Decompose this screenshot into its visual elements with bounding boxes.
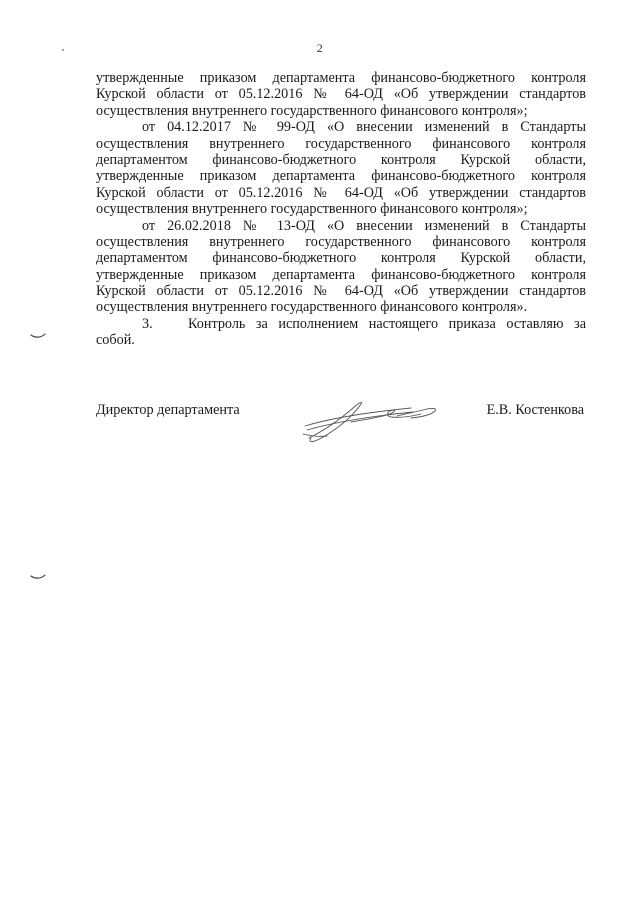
signer-name: Е.В. Костенкова: [486, 402, 584, 418]
text-line: осуществления внутреннего государственного финансового контроля: [96, 233, 586, 250]
text-line: утвержденные приказом департамента финансово-бюджетного контроля: [96, 266, 586, 283]
signature-block: [96, 396, 586, 456]
text-line: Контроль за исполнением настоящего приказа оставляю за: [188, 315, 586, 332]
binding-mark: [30, 333, 46, 339]
scan-dot: [62, 49, 64, 51]
text-line: осуществления внутреннего государственного финансового контроля».: [96, 299, 528, 316]
text-line: собой.: [96, 332, 135, 349]
text-line: Курской области от 05.12.2016 № 64-ОД «Об утверждении стандартов: [96, 184, 586, 201]
text-line: осуществления внутреннего государственного финансового контроля: [96, 135, 586, 152]
text-line: утвержденные приказом департамента финансово-бюджетного контроля: [96, 70, 586, 86]
text-line: утвержденные приказом департамента финансово-бюджетного контроля: [96, 168, 586, 185]
paragraph-first-line: от 04.12.2017 № 99-ОД «О внесении изменений в Стандарты: [142, 119, 586, 136]
text-line: Курской области от 05.12.2016 № 64-ОД «Об утверждении стандартов: [96, 86, 586, 103]
handwritten-signature: [301, 396, 441, 446]
text-line: осуществления внутреннего государственного финансового контроля»;: [96, 102, 528, 119]
item-number: 3.: [142, 315, 153, 332]
text-line: департаментом финансово-бюджетного контроля Курской области,: [96, 151, 586, 168]
document-body: [96, 70, 586, 349]
signer-role: Директор департамента: [96, 402, 240, 418]
text-line: осуществления внутреннего государственного финансового контроля»;: [96, 201, 528, 218]
text-line: департаментом финансово-бюджетного контроля Курской области,: [96, 250, 586, 267]
binding-mark: [30, 574, 46, 580]
numbered-item: [96, 316, 586, 332]
text-line: Курской области от 05.12.2016 № 64-ОД «Об утверждении стандартов: [96, 283, 586, 300]
paragraph-first-line: от 26.02.2018 № 13-ОД «О внесении изменений в Стандарты: [142, 217, 586, 234]
page-number: 2: [316, 41, 324, 55]
